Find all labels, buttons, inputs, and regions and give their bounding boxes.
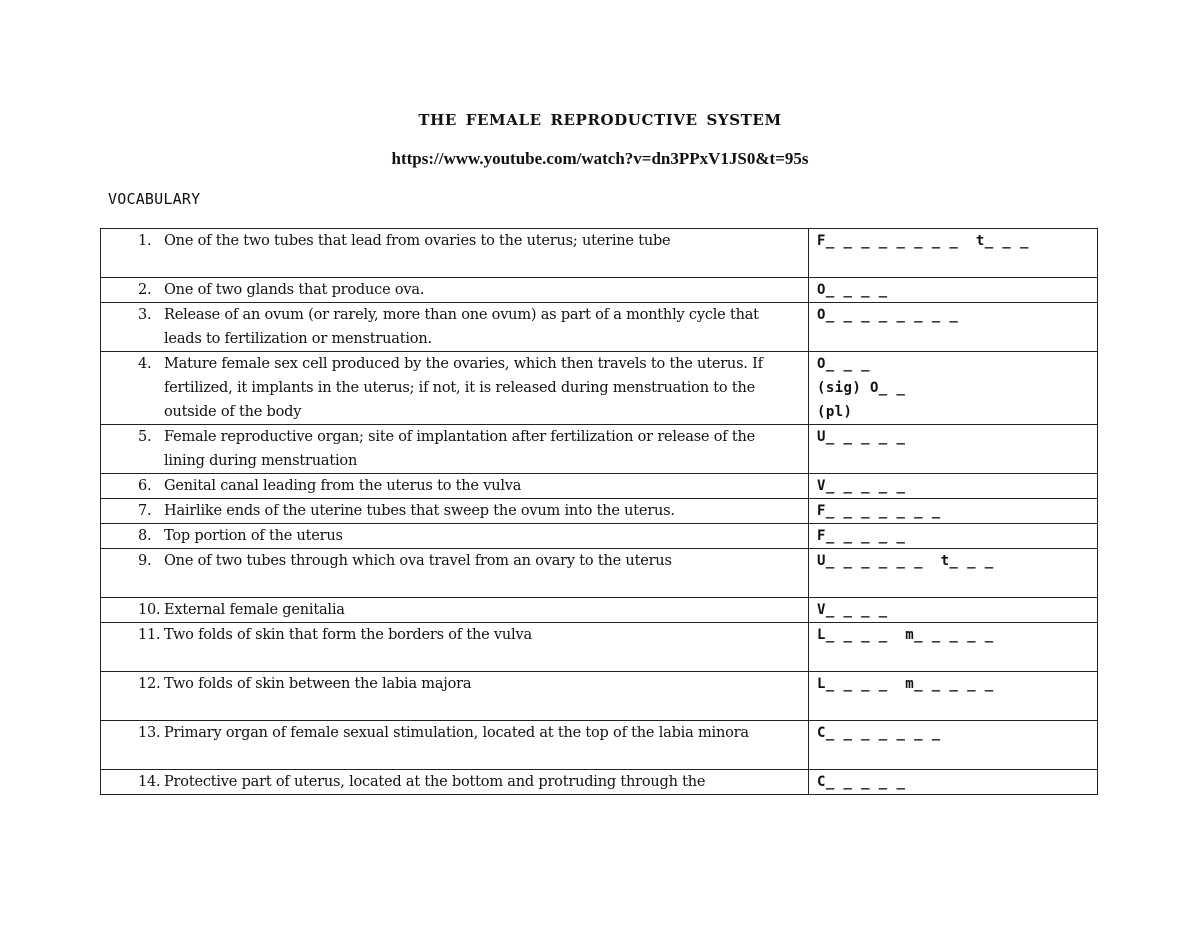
definition-text: Hairlike ends of the uterine tubes that sweep the ovum into the uterus.	[164, 503, 675, 519]
answer-cell[interactable]	[809, 352, 1098, 425]
vocabulary-table-body	[101, 229, 1098, 795]
answer-blank[interactable]	[809, 303, 1097, 327]
definition-content	[101, 598, 808, 622]
definition-text: One of two tubes through which ova travel from an ovary to the uterus	[164, 553, 672, 569]
answer-blank[interactable]	[809, 770, 1097, 794]
answer-blank[interactable]	[809, 278, 1097, 302]
definition-cell	[101, 474, 809, 499]
answer-blank[interactable]	[809, 352, 1097, 424]
answer-cell[interactable]	[809, 721, 1098, 770]
vocab-row	[101, 352, 1098, 425]
vocab-row	[101, 474, 1098, 499]
page-title: THE FEMALE REPRODUCTIVE SYSTEM	[418, 111, 782, 129]
definition-content	[101, 303, 808, 351]
answer-blank[interactable]	[809, 721, 1097, 745]
answer-hint: L_ _ _ _ m_ _ _ _ _	[817, 627, 994, 643]
definition-cell	[101, 623, 809, 672]
item-number: 13.	[138, 725, 161, 741]
definition-cell	[101, 672, 809, 721]
definition-cell	[101, 229, 809, 278]
answer-hint: U_ _ _ _ _	[817, 429, 906, 445]
answer-hint: U_ _ _ _ _ _ t_ _ _	[817, 553, 994, 569]
item-number: 14.	[138, 774, 161, 790]
answer-hint: F_ _ _ _ _	[817, 528, 906, 544]
item-number: 3.	[138, 307, 152, 323]
answer-cell[interactable]	[809, 549, 1098, 598]
definition-cell	[101, 278, 809, 303]
definition-cell	[101, 549, 809, 598]
answer-cell[interactable]	[809, 623, 1098, 672]
answer-cell[interactable]	[809, 499, 1098, 524]
vocab-row	[101, 721, 1098, 770]
answer-blank[interactable]	[809, 549, 1097, 573]
vocab-row	[101, 549, 1098, 598]
answer-hint: C_ _ _ _ _	[817, 774, 906, 790]
item-number: 4.	[138, 356, 152, 372]
answer-cell[interactable]	[809, 303, 1098, 352]
answer-cell[interactable]	[809, 672, 1098, 721]
definition-content	[101, 672, 808, 696]
vocab-row	[101, 425, 1098, 474]
item-number: 2.	[138, 282, 152, 298]
definition-content	[101, 229, 808, 253]
definition-content	[101, 549, 808, 573]
answer-cell[interactable]	[809, 474, 1098, 499]
answer-cell[interactable]	[809, 278, 1098, 303]
definition-text: Two folds of skin between the labia majora	[164, 676, 472, 692]
answer-hint: V_ _ _ _ _	[817, 478, 906, 494]
answer-hint: V_ _ _ _	[817, 602, 888, 618]
answer-cell[interactable]	[809, 425, 1098, 474]
answer-blank[interactable]	[809, 598, 1097, 622]
answer-hint: (pl)	[817, 404, 853, 420]
answer-hint: (sig) O_ _	[817, 380, 906, 396]
definition-cell	[101, 303, 809, 352]
definition-content	[101, 278, 808, 302]
item-number: 9.	[138, 553, 152, 569]
definition-text: Two folds of skin that form the borders of the vulva	[164, 627, 532, 643]
vocab-row	[101, 623, 1098, 672]
item-number: 8.	[138, 528, 152, 544]
definition-content	[101, 623, 808, 647]
vocab-row	[101, 229, 1098, 278]
answer-cell[interactable]	[809, 770, 1098, 795]
definition-text: Release of an ovum (or rarely, more than one ovum) as part of a monthly cycle that leads to fertilization or menstruation.	[164, 307, 759, 347]
item-number: 11.	[138, 627, 161, 643]
definition-text: Primary organ of female sexual stimulation, located at the top of the labia minora	[164, 725, 749, 741]
answer-blank[interactable]	[809, 425, 1097, 449]
answer-blank[interactable]	[809, 499, 1097, 523]
vocab-row	[101, 598, 1098, 623]
definition-content	[101, 721, 808, 745]
vocab-row	[101, 524, 1098, 549]
definition-cell	[101, 499, 809, 524]
answer-blank[interactable]	[809, 524, 1097, 548]
answer-hint: O_ _ _ _ _ _ _ _	[817, 307, 959, 323]
definition-text: Mature female sex cell produced by the ovaries, which then travels to the uterus. If fertilized, it implants in the uterus; if not, it is released during menstruation to the outside of the body	[164, 356, 763, 420]
answer-cell[interactable]	[809, 229, 1098, 278]
vocab-row	[101, 278, 1098, 303]
vocabulary-table	[100, 228, 1098, 795]
definition-content	[101, 524, 808, 548]
definition-text: Protective part of uterus, located at the bottom and protruding through the	[164, 774, 706, 790]
answer-hint: C_ _ _ _ _ _ _	[817, 725, 941, 741]
answer-hint: O_ _ _ _	[817, 282, 888, 298]
definition-cell	[101, 425, 809, 474]
answer-blank[interactable]	[809, 474, 1097, 498]
answer-cell[interactable]	[809, 598, 1098, 623]
item-number: 7.	[138, 503, 152, 519]
definition-text: One of two glands that produce ova.	[164, 282, 425, 298]
section-heading: VOCABULARY	[108, 190, 201, 208]
answer-hint: O_ _ _	[817, 356, 870, 372]
definition-cell	[101, 352, 809, 425]
vocab-row	[101, 672, 1098, 721]
item-number: 1.	[138, 233, 152, 249]
vocab-row	[101, 499, 1098, 524]
item-number: 12.	[138, 676, 161, 692]
definition-cell	[101, 770, 809, 795]
definition-content	[101, 474, 808, 498]
answer-cell[interactable]	[809, 524, 1098, 549]
definition-cell	[101, 524, 809, 549]
definition-cell	[101, 598, 809, 623]
item-number: 5.	[138, 429, 152, 445]
vocab-row	[101, 770, 1098, 795]
definition-text: Top portion of the uterus	[164, 528, 343, 544]
item-number: 10.	[138, 602, 161, 618]
answer-blank[interactable]	[809, 623, 1097, 647]
answer-blank[interactable]	[809, 672, 1097, 696]
definition-text: Female reproductive organ; site of implantation after fertilization or release of the lining during menstruation	[164, 429, 755, 469]
definition-content	[101, 499, 808, 523]
definition-content	[101, 770, 808, 794]
answer-hint: F_ _ _ _ _ _ _	[817, 503, 941, 519]
definition-content	[101, 425, 808, 473]
vocab-row	[101, 303, 1098, 352]
answer-hint: F_ _ _ _ _ _ _ _ t_ _ _	[817, 233, 1029, 249]
answer-hint: L_ _ _ _ m_ _ _ _ _	[817, 676, 994, 692]
answer-blank[interactable]	[809, 229, 1097, 253]
item-number: 6.	[138, 478, 152, 494]
definition-text: Genital canal leading from the uterus to the vulva	[164, 478, 522, 494]
video-link[interactable]: https://www.youtube.com/watch?v=dn3PPxV1JS0&t=95s	[391, 149, 809, 168]
definition-content	[101, 352, 808, 424]
definition-cell	[101, 721, 809, 770]
definition-text: One of the two tubes that lead from ovaries to the uterus; uterine tube	[164, 233, 671, 249]
definition-text: External female genitalia	[164, 602, 345, 618]
